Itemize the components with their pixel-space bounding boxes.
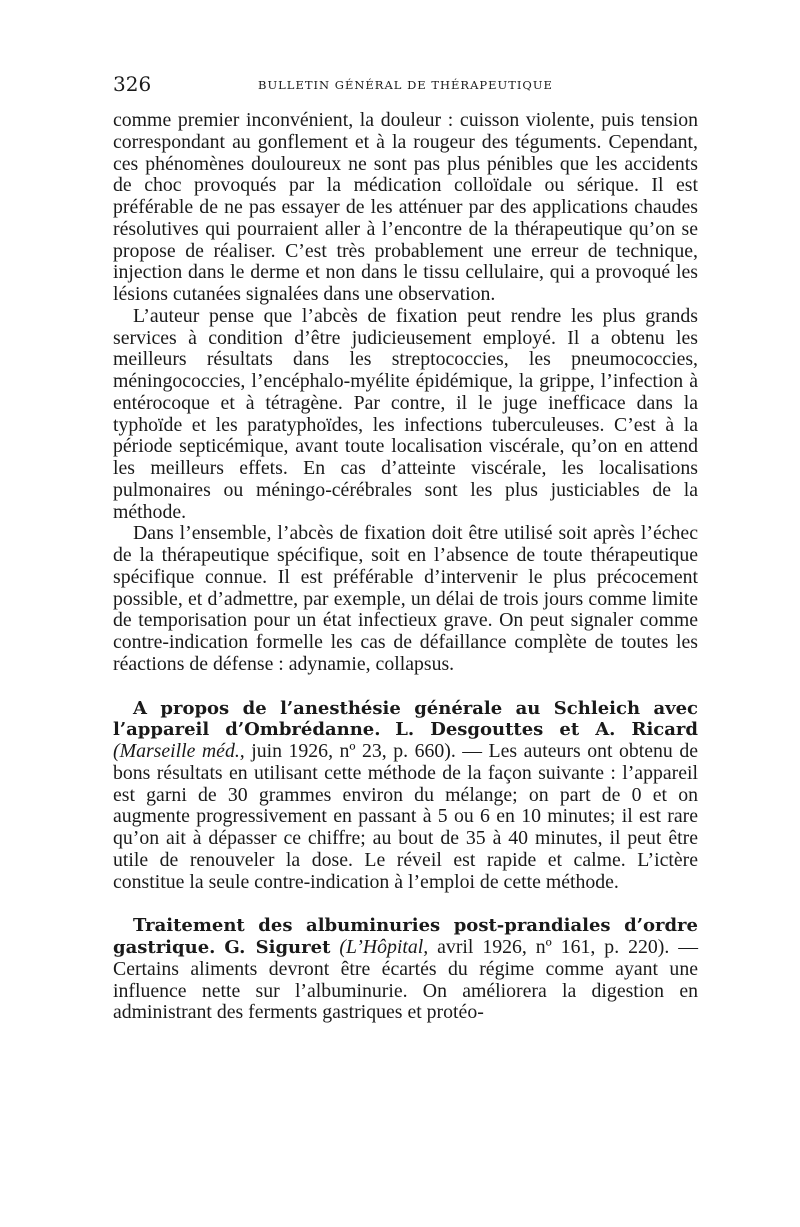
page-header <box>113 66 698 96</box>
abstract-title: Traitement des albuminuries post-prandiales d’ordre gastrique. <box>113 915 698 958</box>
abstract-journal: (L’Hôpital, <box>339 936 429 958</box>
abstract-text: — Les auteurs ont obtenu de bons résultats en utilisant cette méthode de la façon suivante : l’appareil est garni de 30 grammes environ du mélange; on part de 0 et on augmente progressivement en passant à 5 ou 6 en 10 minutes; il est rare qu’on ait à dépasser ce chiffre; au bout de 35 à 40 minutes, il peut être utile de renouveler la dose. Le réveil est rapide et calme. L’ictère constitue la seule contre-indication à l’emploi de cette méthode. <box>113 740 698 893</box>
page-number: 326 <box>113 72 152 96</box>
body-text <box>113 110 698 1024</box>
abstract-authors: L. Desgouttes et A. Ricard <box>395 719 698 741</box>
abstract-citation: juin 1926, nº 23, p. 660). <box>251 740 456 762</box>
running-title: BULLETIN GÉNÉRAL DE THÉRAPEUTIQUE <box>258 78 553 92</box>
abstract-authors: G. Siguret <box>224 937 331 958</box>
paragraph: Dans l’ensemble, l’abcès de fixation doit être utilisé soit après l’échec de la thérapeutique spécifique, soit en l’absence de toute thérapeutique spécifique connue. Il est préférable d’intervenir le plus précocement possible, et d’admettre, par exemple, un délai de trois jours comme limite de temporisation pour un état infectieux grave. On peut signaler comme contre-indication formelle les cas de défaillance complète de toutes les réactions de défense : adynamie, collapsus. <box>113 522 698 675</box>
paragraph: L’auteur pense que l’abcès de fixation peut rendre les plus grands services à condition d’être judicieusement employé. Il a obtenu les meilleurs résultats dans les streptococcies, les pneumococcies, méningococcies, l’encéphalo-myélite épidémique, la grippe, l’infection à entérocoque et à tétragène. Par contre, il le juge inefficace dans la typhoïde et les paratyphoïdes, les infections tuberculeuses. C’est à la période septicémique, avant toute localisation viscérale, qu’on en attend les meilleurs effets. En cas d’atteinte viscérale, les localisations pulmonaires ou méningo-cérébrales sont les plus justiciables de la méthode. <box>113 304 698 523</box>
paragraph: comme premier inconvénient, la douleur : cuisson violente, puis tension correspondant au gonflement et à la rougeur des téguments. Cependant, ces phénomènes douloureux ne sont pas plus pénibles que les accidents de choc provoqués par la médication colloïdale ou sérique. Il est préférable de ne pas essayer de les atténuer par des applications chaudes résolutives qui pourraient aller à l’encontre de la thérapeutique qu’on se propose de réaliser. C’est très probablement une erreur de technique, injection dans le derme et non dans le tissu cellulaire, qui a provoqué les lésions cutanées signalées dans une observation. <box>113 109 698 305</box>
abstract-entry <box>113 915 698 1024</box>
page <box>113 66 698 1024</box>
abstract-text: — Certains aliments devront être écartés du régime comme ayant une influence nette sur l’albuminurie. On améliorera la digestion en administrant des ferments gastriques et protéo- <box>113 936 699 1024</box>
abstract-journal: (Marseille méd., <box>113 740 245 762</box>
abstract-title: A propos de l’anesthésie générale au Schleich avec l’appareil d’Ombrédanne. <box>113 697 698 741</box>
abstract-entry <box>113 698 698 894</box>
abstract-citation: avril 1926, nº 161, p. 220). <box>437 936 670 958</box>
